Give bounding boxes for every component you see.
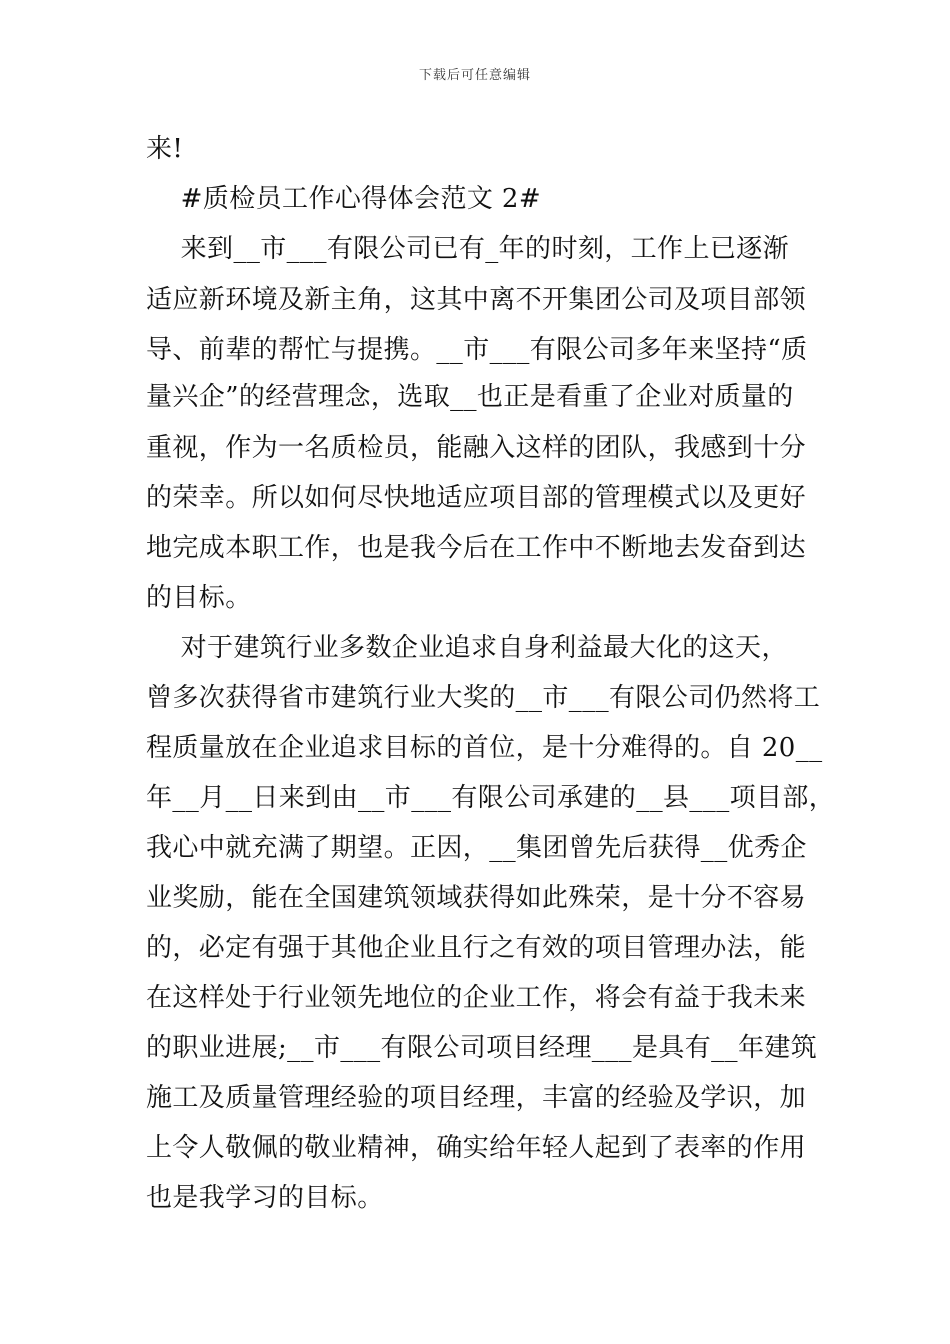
text-line: 来!	[146, 134, 184, 164]
text-line: 对于建筑行业多数企业追求自身利益最大化的这天，	[146, 633, 788, 663]
text-line: 的荣幸。所以如何尽快地适应项目部的管理模式以及更好	[146, 483, 807, 513]
text-line: 重视，作为一名质检员，能融入这样的团队，我感到十分	[146, 433, 807, 463]
text-line: 曾多次获得省市建筑行业大奖的__市___有限公司仍然将工	[146, 683, 821, 713]
text-line: 年__月__日来到由__市___有限公司承建的__县___项目部，	[146, 783, 836, 813]
page-header: 下载后可任意编辑	[418, 68, 531, 83]
text-line: 在这样处于行业领先地位的企业工作，将会有益于我未来	[146, 983, 807, 1013]
section-heading: #质检员工作心得体会范文 2#	[146, 184, 542, 214]
text-line: 施工及质量管理经验的项目经理，丰富的经验及学识，加	[146, 1083, 807, 1113]
text-line: 来到__市___有限公司已有_年的时刻，工作上已逐渐	[146, 234, 790, 264]
text-line: 我心中就充满了期望。正因，__集团曾先后获得__优秀企	[146, 833, 807, 863]
text-line: 也是我学习的目标。	[146, 1183, 384, 1213]
text-line: 的，必定有强于其他企业且行之有效的项目管理办法，能	[146, 933, 807, 963]
text-line: 程质量放在企业追求目标的首位，是十分难得的。自 20__	[146, 733, 823, 763]
text-line: 上令人敬佩的敬业精神，确实给年轻人起到了表率的作用	[146, 1133, 807, 1163]
text-line: 业奖励，能在全国建筑领域获得如此殊荣，是十分不容易	[146, 883, 807, 913]
text-line: 导、前辈的帮忙与提携。__市___有限公司多年来坚持“质	[146, 335, 808, 365]
text-line: 量兴企”的经营理念，选取__也正是看重了企业对质量的	[146, 382, 794, 412]
text-line: 地完成本职工作，也是我今后在工作中不断地去发奋到达	[146, 533, 807, 563]
text-line: 适应新环境及新主角，这其中离不开集团公司及项目部领	[146, 285, 807, 315]
text-line: 的目标。	[146, 583, 252, 613]
text-line: 的职业进展;__市___有限公司项目经理___是具有__年建筑	[146, 1033, 818, 1063]
